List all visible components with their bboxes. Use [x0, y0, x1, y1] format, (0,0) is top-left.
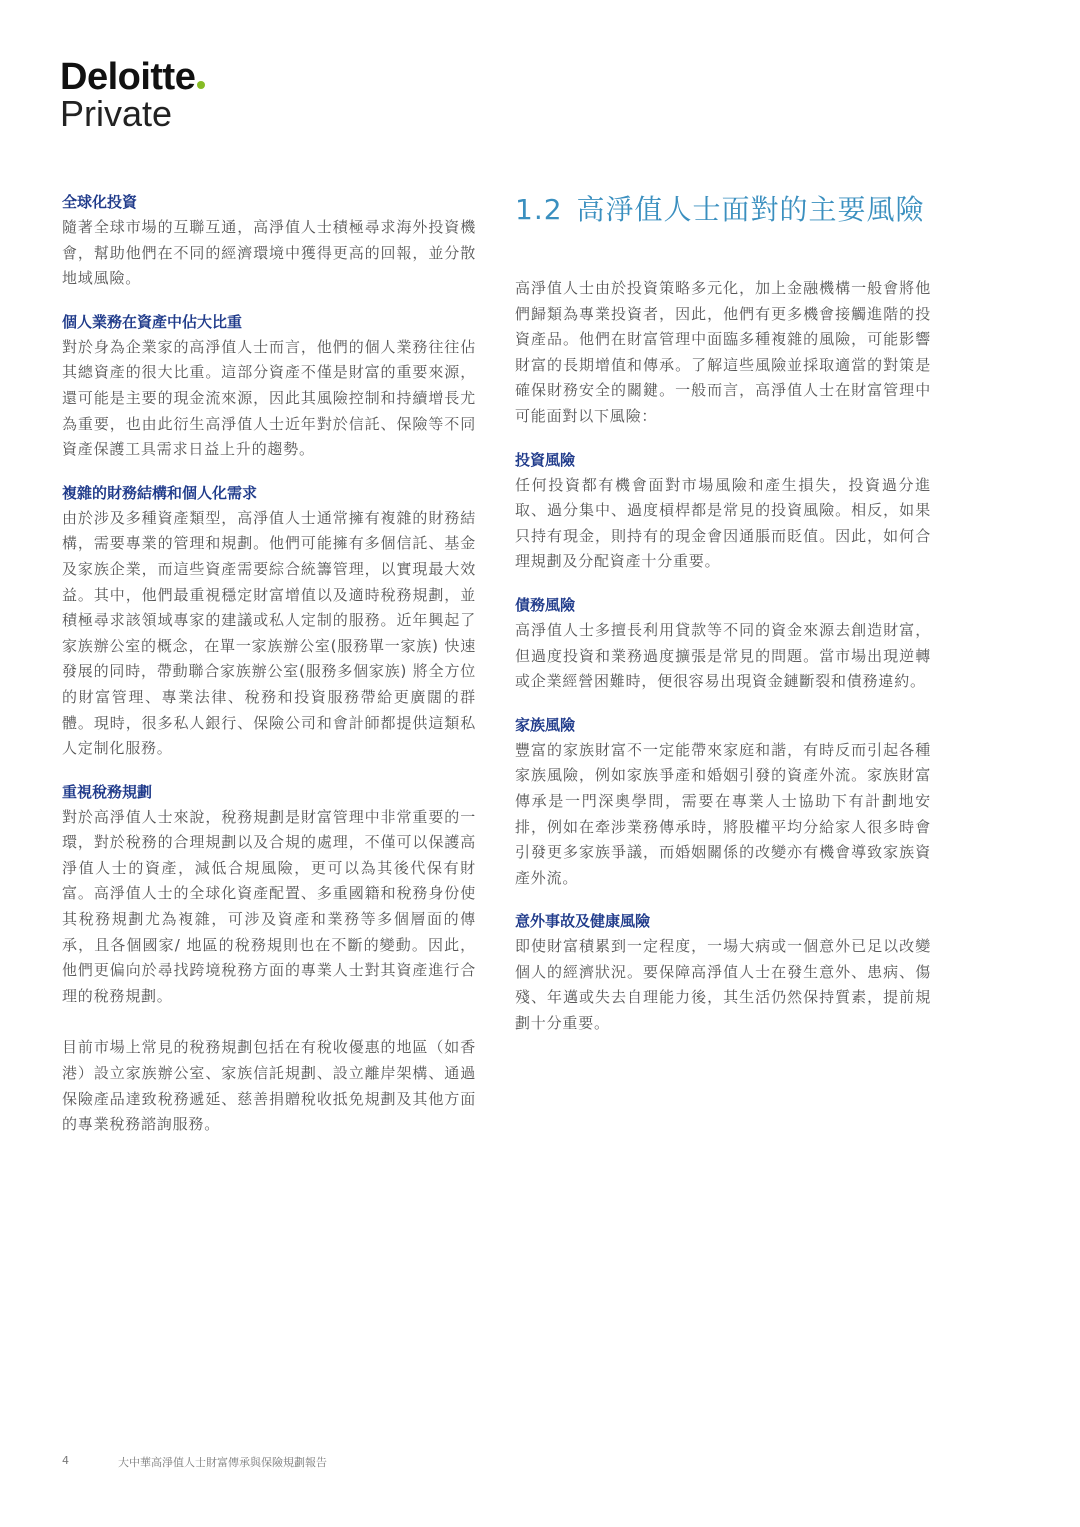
risk-heading: 投資風險	[515, 450, 576, 469]
closing-paragraph-block	[62, 1035, 476, 1137]
section-title-text: 高淨值人士面對的主要風險	[576, 193, 925, 226]
section-personal-business	[62, 310, 476, 463]
risk-heading: 債務風險	[515, 595, 576, 614]
section-body: 對於身為企業家的高淨值人士而言，他們的個人業務往往佔其總資產的很大比重。這部分資產不僅是財富的重要來源，還可能是主要的現金流來源，因此其風險控制和持續增長尤為重要，也由此衍生高淨值人士近年對於信託、保險等不同資產保護工具需求日益上升的趨勢。	[62, 337, 476, 459]
risk-body: 任何投資都有機會面對市場風險和產生損失，投資過分進取、過分集中、過度槓桿都是常見的投資風險。相反，如果只持有現金，則持有的現金會因通脹而貶值。因此，如何合理規劃及分配資產十分重要。	[515, 475, 931, 571]
risk-debt	[515, 593, 931, 695]
section-title	[515, 190, 931, 230]
risk-body: 高淨值人士多擅長利用貸款等不同的資金來源去創造財富，但過度投資和業務過度擴張是常見的問題。當市場出現逆轉或企業經營困難時，便很容易出現資金鏈斷裂和債務違約。	[515, 620, 931, 691]
risk-investment	[515, 448, 931, 575]
section-heading: 重視稅務規劃	[62, 782, 153, 801]
section-heading: 全球化投資	[62, 193, 138, 211]
intro-paragraph: 高淨值人士由於投資策略多元化，加上金融機構一般會將他們歸類為專業投資者，因此，他們有更多機會接觸進階的投資產品。他們在財富管理中面臨多種複雜的風險，可能影響財富的長期增值和傳承。了解這些風險並採取適當的對策是確保財務安全的關鍵。一般而言，高淨值人士在財富管理中可能面對以下風險：	[515, 279, 931, 425]
section-heading: 複雜的財務結構和個人化需求	[62, 483, 258, 502]
logo-brand-text: Deloitte	[60, 56, 196, 98]
right-column	[515, 190, 931, 1055]
section-tax-planning	[62, 780, 476, 1010]
section-heading: 個人業務在資產中佔大比重	[62, 312, 243, 331]
risk-heading: 家族風險	[515, 715, 576, 734]
intro-block	[515, 276, 931, 430]
logo-subtitle: Private	[60, 93, 173, 134]
section-number: 1.2	[515, 193, 563, 226]
section-body: 由於涉及多種資產類型，高淨值人士通常擁有複雜的財務結構，需要專業的管理和規劃。他們可能擁有多個信託、基金及家族企業，而這些資產需要綜合統籌管理，以實現最大效益。其中，他們最重視穩定財富增值以及適時稅務規劃，並積極尋求該領域專家的建議或私人定制的服務。近年興起了家族辦公室的概念，在單一家族辦公室(服務單一家族) 快速發展的同時，帶動聯合家族辦公室(服務多個家族) 將全方位的財富管理、專業法律、稅務和投資服務帶給更廣闊的群體。現時，很多私人銀行、保險公司和會計師都提供這類私人定制化服務。	[62, 508, 476, 758]
section-complex-finance	[62, 481, 476, 762]
section-global-investment	[62, 190, 476, 292]
risk-accident-health	[515, 909, 931, 1036]
risk-family	[515, 713, 931, 892]
report-title: 大中華高淨值人士財富傳承與保險規劃報告	[118, 1456, 327, 1469]
logo-green-dot-icon	[197, 81, 205, 89]
page-number: 4	[62, 1454, 69, 1467]
risk-body: 豐富的家族財富不一定能帶來家庭和諧，有時反而引起各種家族風險，例如家族爭產和婚姻引發的資產外流。家族財富傳承是一門深奧學問，需要在專業人士協助下有計劃地安排，例如在牽涉業務傳承時，將股權平均分給家人很多時會引發更多家族爭議，而婚姻關係的改變亦有機會導致家族資產外流。	[515, 740, 931, 887]
risk-heading: 意外事故及健康風險	[515, 912, 651, 931]
left-column	[62, 190, 476, 1156]
deloitte-private-logo	[60, 58, 205, 132]
section-body: 對於高淨值人士來說，稅務規劃是財富管理中非常重要的一環，對於稅務的合理規劃以及合規的處理，不僅可以保護高淨值人士的資產，減低合規風險，更可以為其後代保有財富。高淨值人士的全球化資產配置、多重國籍和稅務身份使其稅務規劃尤為複雜，可涉及資產和業務等多個層面的傳承，且各個國家/ 地區的稅務規則也在不斷的變動。因此，他們更偏向於尋找跨境稅務方面的專業人士對其資產進行合理的稅務規劃。	[62, 807, 476, 1005]
closing-paragraph: 目前市場上常見的稅務規劃包括在有稅收優惠的地區（如香港）設立家族辦公室、家族信託規劃、設立離岸架構、通過保險產品達致稅務遞延、慈善捐贈稅收抵免規劃及其他方面的專業稅務諮詢服務。	[62, 1038, 476, 1134]
risk-body: 即使財富積累到一定程度，一場大病或一個意外已足以改變個人的經濟狀況。要保障高淨值人士在發生意外、患病、傷殘、年邁或失去自理能力後，其生活仍然保持質素，提前規劃十分重要。	[515, 937, 931, 1033]
logo-brand	[60, 58, 205, 96]
section-body: 隨著全球市場的互聯互通，高淨值人士積極尋求海外投資機會，幫助他們在不同的經濟環境中獲得更高的回報，並分散地域風險。	[62, 218, 476, 288]
page-footer	[62, 1454, 327, 1470]
